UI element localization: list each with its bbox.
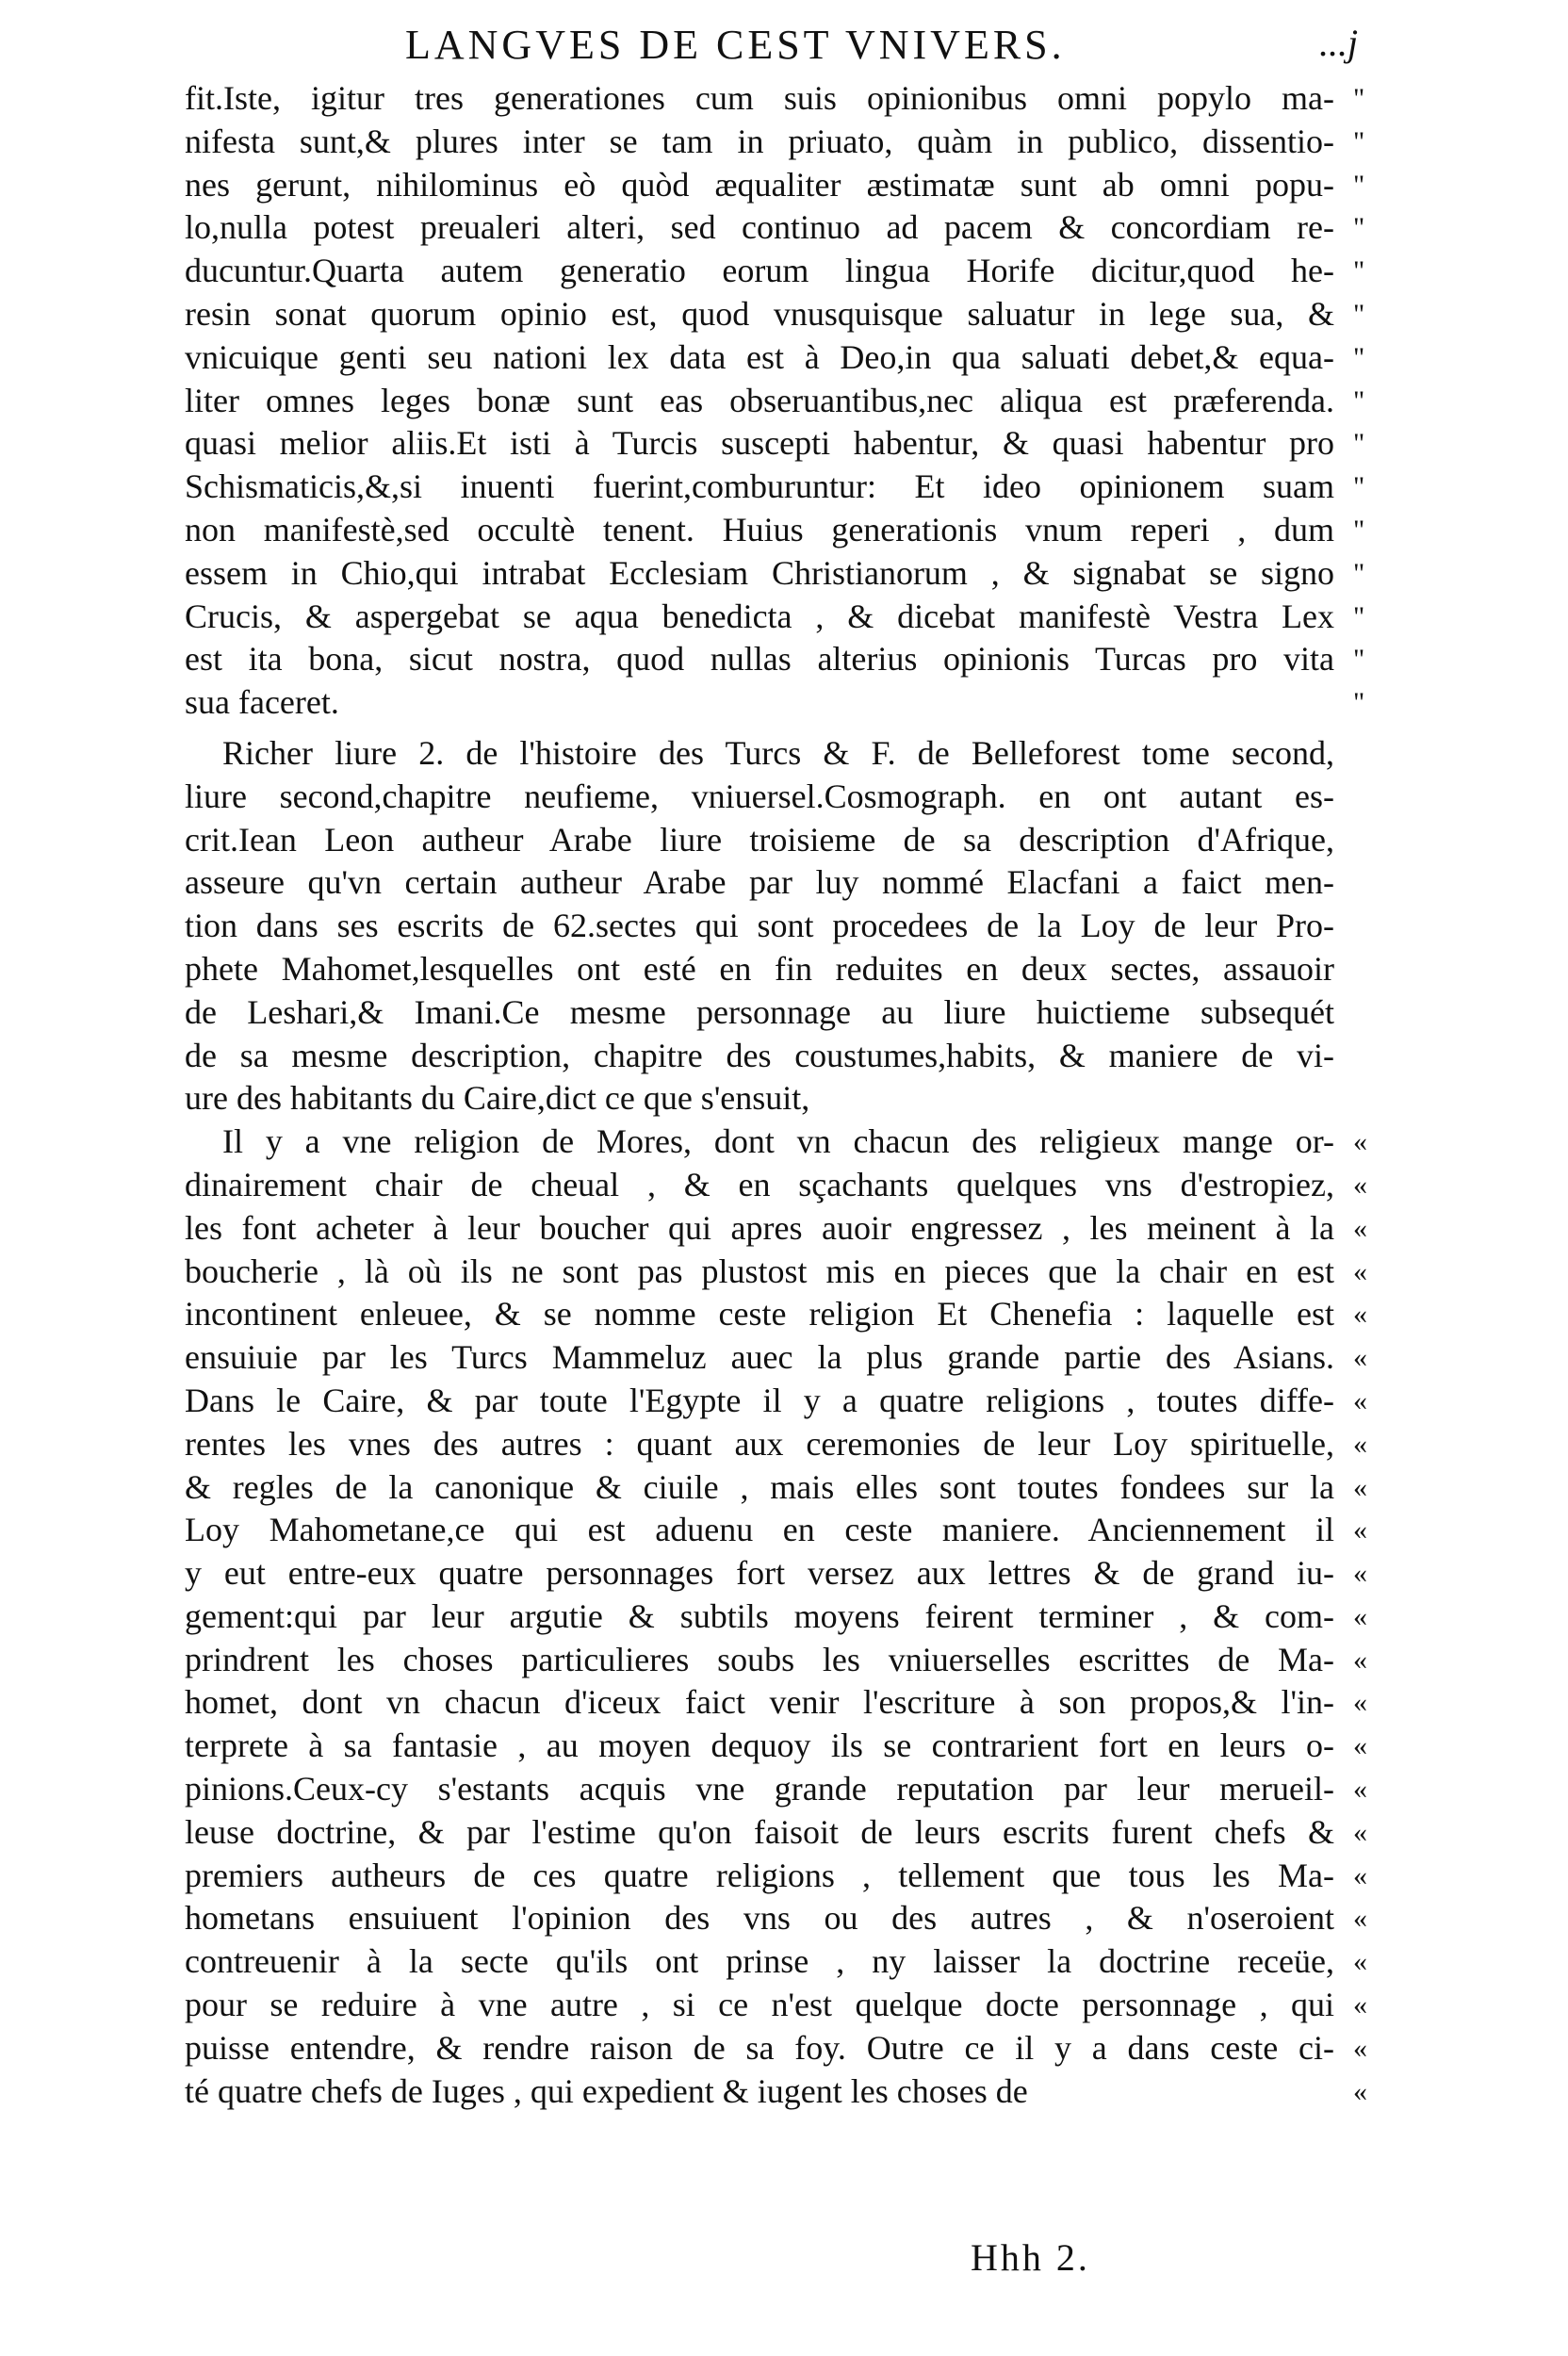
text-block [185, 77, 1367, 2113]
text-line [185, 596, 1365, 639]
line-text: dinairement chair de cheual , & en sçachants quelques vns d'estropiez, [185, 1165, 1334, 1203]
text-line [185, 1423, 1367, 1466]
quotation-mark: " [1353, 384, 1365, 417]
line-text: prindrent les choses particulieres soubs les vniuerselles escrittes de Ma- [185, 1640, 1334, 1678]
text-line [185, 1595, 1367, 1639]
quotation-mark: " [1353, 514, 1365, 546]
quotation-mark: « [1353, 1169, 1367, 1201]
quotation-mark: " [1353, 687, 1365, 719]
line-text: pour se reduire à vne autre , si ce n'est quelque docte personnage , qui [185, 1986, 1334, 2024]
quotation-mark: " [1353, 644, 1365, 676]
line-text: hometans ensuiuent l'opinion des vns ou des autres , & n'oseroient [185, 1899, 1334, 1938]
line-text: resin sonat quorum opinio est, quod vnusquisque saluatur in lege sua, & [185, 294, 1334, 333]
text-line [185, 1855, 1367, 1898]
quotation-mark: " [1353, 83, 1365, 114]
quotation-mark: « [1353, 2075, 1367, 2107]
text-line [185, 1984, 1367, 2027]
text-line [185, 336, 1365, 380]
line-text: puisse entendre, & rendre raison de sa foy. Outre ce il y a dans ceste ci- [185, 2028, 1334, 2067]
text-line [185, 509, 1365, 552]
text-line [185, 250, 1365, 293]
line-text: Schismaticis,&,si inuenti fuerint,comburuntur: Et ideo opinionem suam [185, 467, 1334, 506]
text-line [185, 121, 1365, 164]
text-line [185, 1207, 1367, 1251]
quotation-mark: « [1353, 1384, 1367, 1416]
text-line: phete Mahomet,lesquelles ont esté en fin reduites en deux sectes, assauoir [185, 949, 1334, 988]
quotation-mark: " [1353, 471, 1365, 503]
quotation-mark: « [1353, 1600, 1367, 1632]
line-text: y eut entre-eux quatre personnages fort versez aux lettres & de grand iu- [185, 1554, 1334, 1593]
text-line [185, 466, 1365, 509]
text-line [185, 293, 1365, 336]
line-text: ensuiuie par les Turcs Mammeluz auec la plus grande partie des Asians. [185, 1338, 1334, 1377]
line-text: est ita bona, sicut nostra, quod nullas alterius opinionis Turcas pro vita [185, 640, 1334, 679]
line-text: nes gerunt, nihilominus eò quòd æqualiter æstimatæ sunt ab omni popu- [185, 165, 1334, 204]
text-line [185, 1164, 1367, 1207]
text-line [185, 422, 1365, 466]
line-text: incontinent enleuee, & se nomme ceste religion Et Chenefia : laquelle est [185, 1295, 1334, 1333]
line-text: sua faceret. [185, 683, 339, 722]
text-line [185, 1380, 1367, 1423]
quotation-mark: « [1353, 1428, 1367, 1460]
line-text: fit.Iste, igitur tres generationes cum suis opinionibus omni popylo ma- [185, 79, 1334, 117]
text-line [185, 206, 1365, 250]
text-line [185, 1681, 1367, 1725]
text-line [185, 1552, 1367, 1595]
text-line: de Leshari,& Imani.Ce mesme personnage au liure huictieme subsequét [185, 992, 1334, 1031]
line-text: gement:qui par leur argutie & subtils moyens feirent terminer , & com- [185, 1596, 1334, 1635]
text-line: Richer liure 2. de l'histoire des Turcs & F. de Belleforest tome second, [222, 733, 1334, 772]
text-line [185, 1121, 1367, 1164]
running-title: LANGVES DE CEST VNIVERS. [405, 22, 1066, 68]
quotation-mark: « [1353, 1816, 1367, 1848]
line-text: lo,nulla potest preualeri alteri, sed continuo ad pacem & concordiam re- [185, 208, 1334, 247]
text-line: ure des habitants du Caire,dict ce que s'ensuit, [185, 1079, 810, 1118]
quotation-mark: « [1353, 1514, 1367, 1546]
line-text: homet, dont vn chacun d'iceux faict venir l'escriture à son propos,& l'in- [185, 1683, 1334, 1722]
line-text: & regles de la canonique & ciuile , mais elles sont toutes fondees sur la [185, 1467, 1334, 1506]
line-text: nifesta sunt,& plures inter se tam in priuato, quàm in publico, dissentio- [185, 122, 1334, 160]
text-line: crit.Iean Leon autheur Arabe liure troisieme de sa description d'Afrique, [185, 820, 1334, 859]
quotation-mark: " [1353, 341, 1365, 373]
line-text: contreuenir à la secte qu'ils ont prinse , ny laisser la doctrine receüe, [185, 1942, 1334, 1981]
line-text: les font acheter à leur boucher qui apres auoir engressez , les meinent à la [185, 1208, 1334, 1247]
quotation-mark: « [1353, 1989, 1367, 2021]
quotation-mark: « [1353, 1299, 1367, 1331]
quotation-mark: « [1353, 1255, 1367, 1287]
line-text: vnicuique genti seu nationi lex data est à Deo,in qua saluati debet,& equa- [185, 337, 1334, 376]
text-line [185, 1509, 1367, 1552]
quotation-mark: « [1353, 1471, 1367, 1503]
line-text: ducuntur.Quarta autem generatio eorum lingua Horife dicitur,quod he- [185, 252, 1334, 290]
text-line [185, 1768, 1367, 1811]
line-text: essem in Chio,qui intrabat Ecclesiam Christianorum , & signabat se signo [185, 553, 1334, 592]
quotation-mark: " [1353, 212, 1365, 244]
text-line [185, 1466, 1367, 1510]
quotation-mark: " [1353, 255, 1365, 287]
text-line [185, 1251, 1367, 1294]
quotation-mark: " [1353, 125, 1365, 157]
quotation-mark: « [1353, 1212, 1367, 1244]
text-line: asseure qu'vn certain autheur Arabe par luy nommé Elacfani a faict men- [185, 863, 1334, 902]
quotation-mark: « [1353, 1859, 1367, 1891]
quotation-mark: « [1353, 1558, 1367, 1590]
line-text: pinions.Ceux-cy s'estants acquis vne grande reputation par leur merueil- [185, 1770, 1334, 1808]
text-line [185, 2027, 1367, 2070]
line-text: boucherie , là où ils ne sont pas plustost mis en pieces que la chair en est [185, 1252, 1334, 1290]
text-line [185, 164, 1365, 207]
line-text: Crucis, & aspergebat se aqua benedicta , & dicebat manifestè Vestra Lex [185, 597, 1334, 635]
paragraph-french-commentary [185, 732, 1334, 1121]
text-line [185, 1336, 1367, 1380]
line-text: terprete à sa fantasie , au moyen dequoy ils se contrarient fort en leurs o- [185, 1726, 1334, 1765]
text-line [185, 1639, 1367, 1682]
text-line: tion dans ses escrits de 62.sectes qui sont procedees de la Loy de leur Pro- [185, 907, 1334, 945]
quotation-mark: « [1353, 1774, 1367, 1806]
quotation-mark: « [1353, 1946, 1367, 1978]
quotation-mark: « [1353, 1342, 1367, 1374]
line-text: premiers autheurs de ces quatre religions , tellement que tous les Ma- [185, 1856, 1334, 1894]
quotation-mark: " [1353, 169, 1365, 201]
quotation-mark: " [1353, 298, 1365, 330]
quotation-mark: « [1353, 1903, 1367, 1935]
line-text: Dans le Caire, & par toute l'Egypte il y a quatre religions , toutes diffe- [185, 1381, 1334, 1419]
line-text: leuse doctrine, & par l'estime qu'on faisoit de leurs escrits furent chefs & [185, 1812, 1334, 1851]
text-line [185, 77, 1365, 121]
text-line [185, 552, 1365, 596]
text-line: de sa mesme description, chapitre des coustumes,habits, & maniere de vi- [185, 1036, 1334, 1074]
paragraph-latin-quote [185, 77, 1365, 725]
text-line [185, 638, 1365, 681]
line-text: rentes les vnes des autres : quant aux ceremonies de leur Loy spirituelle, [185, 1424, 1334, 1463]
line-text: Il y a vne religion de Mores, dont vn chacun des religieux mange or- [222, 1122, 1334, 1161]
text-line [185, 1725, 1367, 1768]
text-line: liure second,chapitre neufieme, vniuersel.Cosmograph. en ont autant es- [185, 777, 1334, 815]
quotation-mark: « [1353, 2032, 1367, 2064]
quotation-mark: « [1353, 1644, 1367, 1676]
text-line [185, 1897, 1367, 1940]
quotation-mark: " [1353, 428, 1365, 460]
quotation-mark: « [1353, 1126, 1367, 1158]
paragraph-quoted-translation [185, 1121, 1367, 2113]
quotation-mark: " [1353, 557, 1365, 589]
text-line [185, 1940, 1367, 1984]
line-text: Loy Mahometane,ce qui est aduenu en ceste maniere. Anciennement il [185, 1511, 1334, 1549]
line-text: quasi melior aliis.Et isti à Turcis suscepti habentur, & quasi habentur pro [185, 424, 1334, 463]
line-text: non manifestè,sed occultè tenent. Huius generationis vnum reperi , dum [185, 510, 1334, 548]
text-line [185, 1293, 1367, 1336]
text-line [185, 1811, 1367, 1855]
signature-mark: Hhh 2. [971, 2236, 1090, 2279]
text-line [185, 681, 1365, 725]
folio-number: ...j [1319, 22, 1359, 64]
quotation-mark: « [1353, 1730, 1367, 1762]
line-text: té quatre chefs de Iuges , qui expedient & iugent les choses de [185, 2071, 1028, 2110]
quotation-mark: « [1353, 1687, 1367, 1719]
text-line [185, 380, 1365, 423]
quotation-mark: " [1353, 600, 1365, 632]
line-text: liter omnes leges bonæ sunt eas obseruantibus,nec aliqua est præferenda. [185, 381, 1334, 419]
text-line [185, 2070, 1367, 2114]
